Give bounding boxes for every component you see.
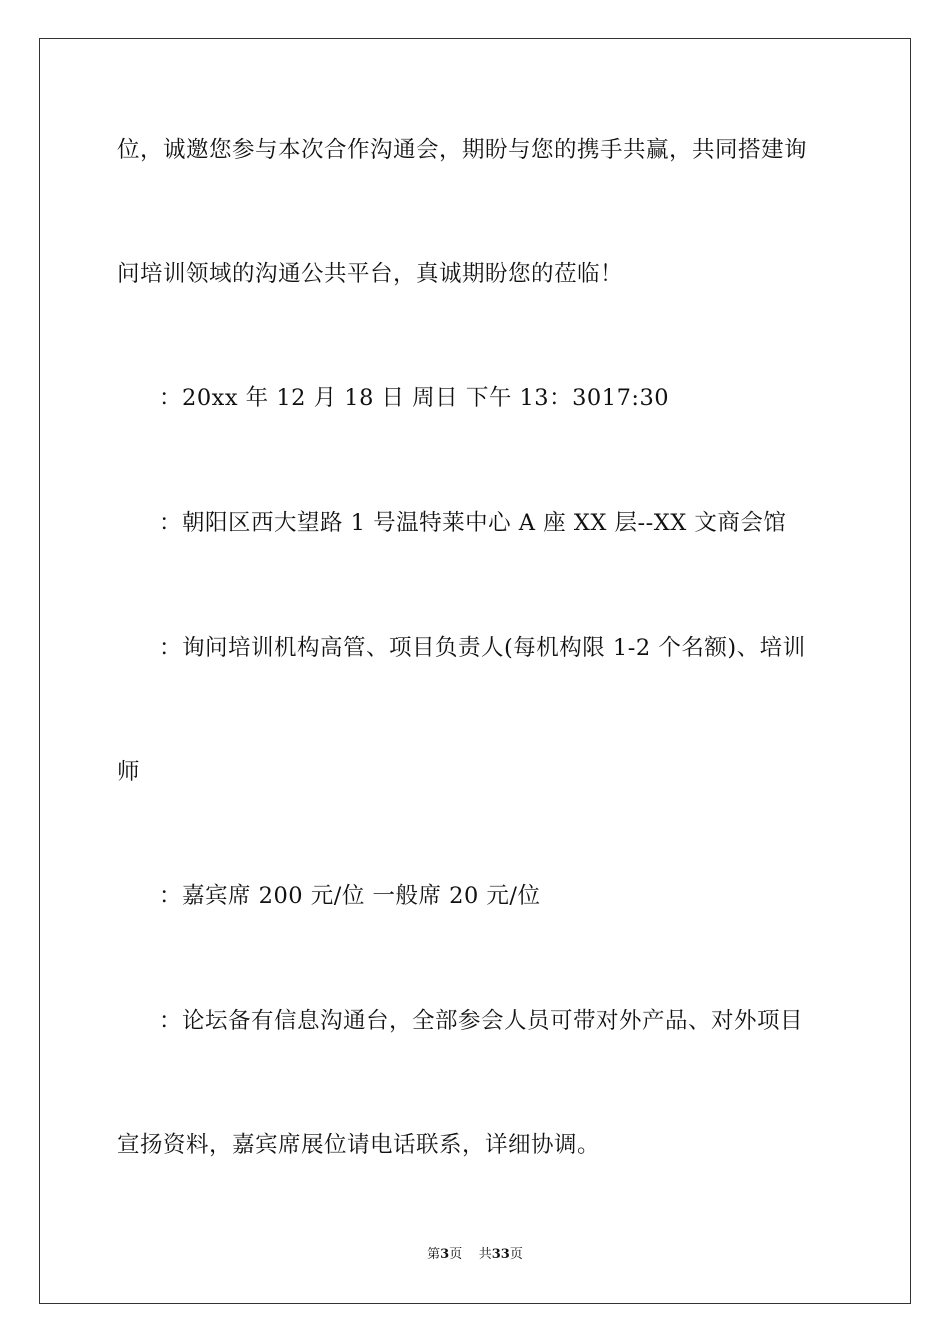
footer-total-suffix: 页	[509, 1247, 523, 1262]
fee-line: ：嘉宾席 200 元/位 一般席 20 元/位	[159, 883, 541, 909]
body-line-1: 位，诚邀您参与本次合作沟通会，期盼与您的携手共赢，共同搭建询	[117, 137, 808, 163]
body-line-2: 问培训领域的沟通公共平台，真诚期盼您的莅临！	[117, 261, 624, 287]
footer-total-number: 33	[491, 1247, 510, 1262]
notes-line: ：论坛备有信息沟通台，全部参会人员可带对外产品、对外项目	[159, 1008, 804, 1034]
footer-total-prefix: 共	[478, 1247, 492, 1262]
attendees-line: ：询问培训机构高管、项目负责人(每机构限 1-2 个名额)、培训	[159, 635, 806, 661]
notes-line-continued: 宣扬资料，嘉宾席展位请电话联系，详细协调。	[117, 1132, 601, 1158]
attendees-line-continued: 师	[117, 759, 141, 785]
footer-page-suffix: 页	[449, 1247, 463, 1262]
location-line: ：朝阳区西大望路 1 号温特莱中心 A 座 XX 层--XX 文商会馆	[159, 510, 787, 536]
footer-page-prefix: 第	[427, 1247, 441, 1262]
page-footer	[0, 1246, 950, 1264]
page-frame	[39, 38, 911, 1304]
footer-page-number: 3	[440, 1247, 450, 1262]
date-time-line: ：20xx 年 12 月 18 日 周日 下午 13：3017:30	[159, 385, 670, 411]
